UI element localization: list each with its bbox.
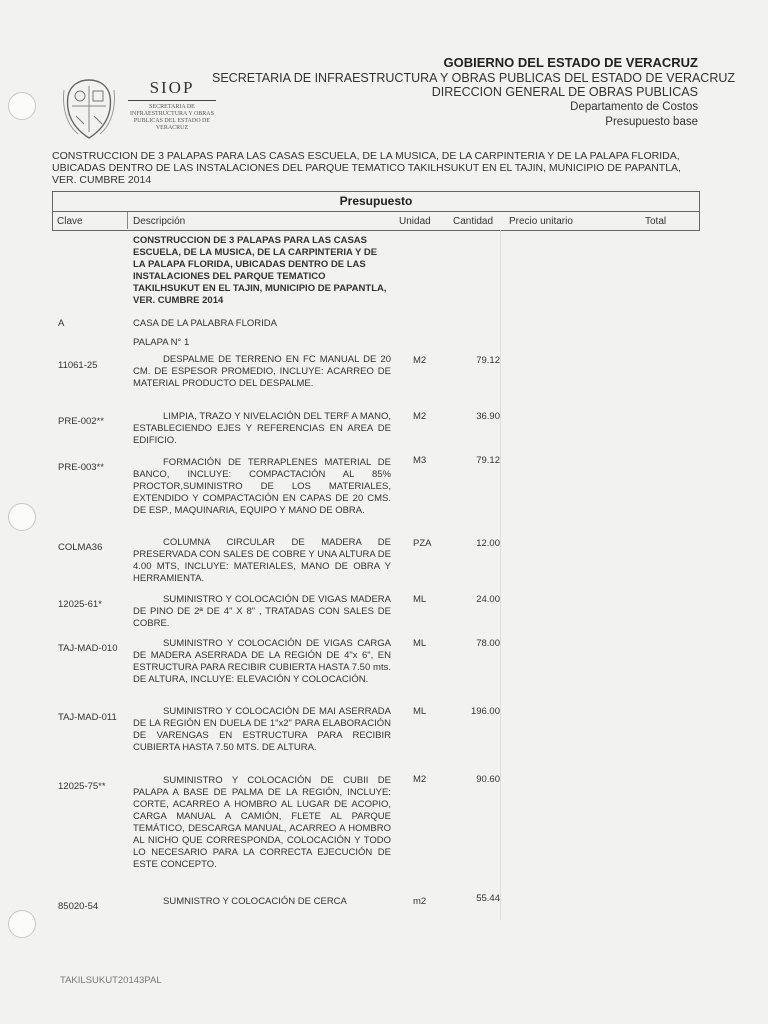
- table-row-description: [133, 411, 391, 447]
- table-row-unit: M3: [413, 455, 427, 466]
- table-row-clave: TAJ-MAD-011: [58, 712, 117, 723]
- siop-subtitle: SECRETARIA DE INFRAESTRUCTURA Y OBRAS PUBLICAS DEL ESTADO DE VERACRUZ: [130, 104, 214, 131]
- punch-hole-middle: [8, 503, 36, 531]
- table-row-clave: PRE-003**: [58, 462, 104, 473]
- punch-hole-bottom: [8, 910, 36, 938]
- table-row-description: [133, 638, 391, 686]
- column-header-precio-unitario: Precio unitario: [509, 216, 573, 227]
- table-row-quantity: 196.00: [470, 706, 500, 717]
- column-header-descripcion: Descripción: [133, 216, 186, 227]
- table-row-description: [133, 706, 391, 754]
- table-row-clave: 11061-25: [58, 360, 98, 371]
- table-row-unit: PZA: [413, 538, 432, 549]
- table-row-quantity: 79.12: [476, 455, 500, 466]
- siop-acronym: SIOP: [149, 78, 195, 97]
- document-header: [432, 55, 698, 130]
- table-row-unit: m2: [413, 896, 427, 907]
- punch-hole-top: [8, 92, 36, 120]
- description-text: SUMINISTRO Y COLOCACIÓN DE CUBII DE PALAPA A BASE DE PALMA DE LA REGIÓN, INCLUYE: CORTE, ACARREO A HOMBRO AL LUGAR DE ACOPIO, CARGA MANUAL A CAMIÓN, FLETE AL PARQUE TEMÁTICO, DESCARGA MANUAL, ACARREO A HOMBRO AL NICHO QUE CORRESPONDA, COLOCACIÓN Y TODO LO NECESARIO PARA LA CORRECTA EJECUCIÓN DE ESTE CONCEPTO.: [133, 775, 391, 870]
- government-title: GOBIERNO DEL ESTADO DE VERACRUZ: [443, 55, 698, 70]
- column-header-cantidad: Cantidad: [453, 216, 494, 227]
- table-row-clave: COLMA36: [58, 542, 103, 553]
- column-divider: [127, 212, 128, 229]
- table-row-description: [133, 537, 391, 585]
- document-type: Presupuesto base: [605, 116, 698, 128]
- subsection-title: PALAPA N° 1: [133, 337, 190, 348]
- table-row-quantity: 90.60: [476, 774, 500, 785]
- column-header-unidad: Unidad: [399, 216, 431, 227]
- description-text: LIMPIA, TRAZO Y NIVELACIÓN DEL TERF A MANO, ESTABLECIENDO EJES Y REFERENCIAS EN AREA DE EDIFICIO.: [133, 411, 391, 446]
- table-row-quantity: 12.00: [476, 538, 500, 549]
- section-clave: A: [58, 318, 65, 329]
- description-text: SUMINISTRO Y COLOCACIÓN DE VIGAS CARGA DE MADERA ASERRADA DE LA REGIÓN DE 4"x 6", EN ESTRUCTURA PARA RECIBIR CUBIERTA HASTA 7.50 mts. DE ALTURA, INCLUYE: ELEVACIÓN Y COLOCACIÓN.: [133, 638, 391, 685]
- table-row-quantity: 55.44: [476, 893, 500, 904]
- department-name: Departamento de Costos: [570, 101, 698, 113]
- table-row-unit: M2: [413, 355, 427, 366]
- table-row-description: [133, 457, 391, 517]
- coat-of-arms-icon: [60, 76, 118, 142]
- table-row-description: [133, 354, 391, 390]
- table-row-unit: M2: [413, 411, 427, 422]
- table-row-clave: PRE-002**: [58, 416, 104, 427]
- agency-full-name: SECRETARIA DE INFRAESTRUCTURA Y OBRAS PUBLICAS DEL ESTADO DE VERACRUZ: [212, 71, 736, 85]
- table-row-unit: M2: [413, 774, 427, 785]
- table-row-clave: 12025-61*: [58, 599, 102, 610]
- section-title: CASA DE LA PALABRA FLORIDA: [133, 318, 277, 329]
- siop-rule: [128, 100, 216, 101]
- table-row-unit: ML: [413, 706, 427, 717]
- table-row-quantity: 24.00: [476, 594, 500, 605]
- table-row-quantity: 78.00: [476, 638, 500, 649]
- table-row-clave: 12025-75**: [58, 781, 106, 792]
- table-row-clave: TAJ-MAD-010: [58, 643, 118, 654]
- table-row-quantity: 36.90: [476, 411, 500, 422]
- description-text: FORMACIÓN DE TERRAPLENES MATERIAL DE BANCO, INCLUYE: COMPACTACIÓN AL 85% PROCTOR,SUMINISTRO DE LOS MATERIALES, EXTENDIDO Y COMPACTACIÓN EN CAPAS DE 20 CMS. DE ESP., MAQUINARIA, EQUIPO Y MANO DE OBRA.: [133, 457, 391, 516]
- table-row-clave: 85020-54: [58, 901, 99, 912]
- table-row-quantity: 79.12: [476, 355, 500, 366]
- description-text: SUMNISTRO Y COLOCACIÓN DE CERCA: [163, 896, 347, 907]
- table-row-unit: ML: [413, 638, 427, 649]
- table-row-unit: ML: [413, 594, 427, 605]
- column-guide: [500, 230, 501, 920]
- direction-name: DIRECCION GENERAL DE OBRAS PUBLICAS: [431, 85, 698, 99]
- column-header-total: Total: [645, 216, 667, 227]
- table-row-description: [133, 594, 391, 630]
- description-text: COLUMNA CIRCULAR DE MADERA DE PRESERVADA CON SALES DE COBRE Y UNA ALTURA DE 4.00 MTS, INCLUYE: MATERIALES, MANO DE OBRA Y HERRAMIENTA.: [133, 537, 391, 584]
- budget-header: [52, 191, 700, 231]
- project-title-row: CONSTRUCCION DE 3 PALAPAS PARA LAS CASAS ESCUELA, DE LA MUSICA, DE LA CARPINTERIA Y DE LA PALAPA FLORIDA, UBICADAS DENTRO DE LAS INSTALACIONES DEL PARQUE TEMATICO TAKILHSUKUT EN EL TAJIN, MUNICIPIO DE PAPANTLA, VER. CUMBRE 2014: [133, 235, 387, 306]
- description-text: SUMINISTRO Y COLOCACIÓN DE MAI ASERRADA DE LA REGIÓN EN DUELA DE 1"x2" PARA ELABORACIÓN DE VARENGAS EN ESTRUCTURA PARA RECIBIR CUBIERTA HASTA 7.50 MTS. DE ALTURA.: [133, 706, 391, 753]
- document-code: TAKILSUKUT20143PAL: [60, 975, 162, 986]
- budget-rule: [53, 211, 699, 212]
- description-text: DESPALME DE TERRENO EN FC MANUAL DE 20 CM. DE ESPESOR PROMEDIO, INCLUYE: ACARREO DE MATERIAL PRODUCTO DEL DESPALME.: [133, 354, 391, 389]
- budget-title: Presupuesto: [339, 194, 413, 208]
- description-text: SUMINISTRO Y COLOCACIÓN DE VIGAS MADERA DE PINO DE 2ª DE 4" X 8" , TRATADAS CON SALES DE COBRE.: [133, 594, 391, 629]
- siop-logo: [122, 78, 222, 132]
- project-description: CONSTRUCCION DE 3 PALAPAS PARA LAS CASAS ESCUELA, DE LA MUSICA, DE LA CARPINTERIA Y DE LA PALAPA FLORIDA, UBICADAS DENTRO DE LAS INSTALACIONES DEL PARQUE TEMATICO TAKILHSUKUT EN EL TAJIN, MUNICIPIO DE PAPANTLA, VER. CUMBRE 2014: [52, 150, 681, 186]
- table-row-description: [133, 775, 391, 871]
- column-header-clave: Clave: [57, 216, 83, 227]
- table-row-description: [133, 896, 391, 908]
